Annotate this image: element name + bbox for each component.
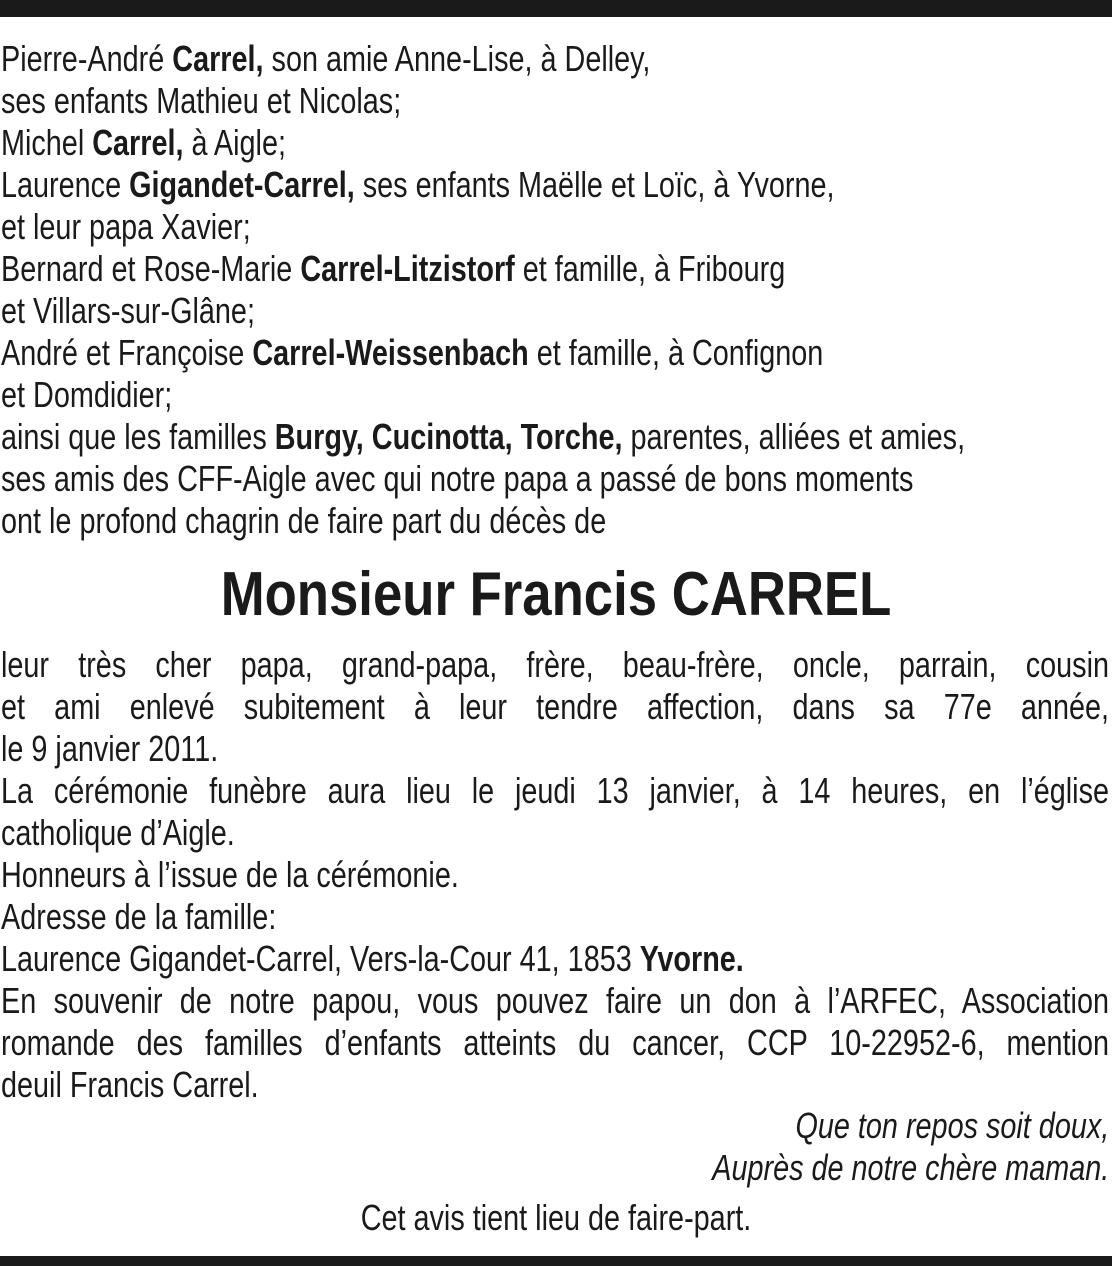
top-rule [0,0,1112,17]
text: ses enfants Maëlle et Loïc, à Yvorne, [354,164,835,205]
details-line: Honneurs à l’issue de la cérémonie. [1,854,459,895]
verse-line: Que ton repos soit doux, [795,1105,1109,1146]
text: Pierre-André [1,38,173,79]
family-name: Carrel, [92,122,184,163]
text: ainsi que les familles [1,416,275,457]
intro-line [1,416,1109,458]
memorial-verse [712,1105,1109,1189]
intro-line: et Villars-sur-Glâne; [1,290,255,331]
family-name: Gigandet-Carrel, [129,164,355,205]
text: et famille, à Fribourg [514,248,786,289]
bottom-rule [0,1256,1112,1266]
text: André et Françoise [1,332,253,373]
details-line [1,938,1109,980]
intro-line: et Domdidier; [1,374,173,415]
family-name: Carrel, [172,38,264,79]
announcement-intro [1,38,1109,542]
details-line: leur très cher papa, grand-papa, frère, beau-frère, oncle, parrain, cousin [1,644,1109,685]
family-address: Laurence Gigandet-Carrel, Vers-la-Cour 41, 1853 [1,938,640,979]
details-line: romande des familles d’enfants atteints du cancer, CCP 10-22952-6, mention [1,1022,1109,1063]
announcement-details [1,644,1109,1106]
details-line: deuil Francis Carrel. [1,1064,259,1105]
family-name: Burgy, Cucinotta, Torche, [274,416,623,457]
address-town: Yvorne. [639,938,744,979]
footer-notice: Cet avis tient lieu de faire-part. [360,1197,752,1238]
details-line: La cérémonie funèbre aura lieu le jeudi 13 janvier, à 14 heures, en l’église [1,770,1109,811]
intro-line [1,164,1109,206]
intro-line: ses amis des CFF-Aigle avec qui notre papa a passé de bons moments [1,458,914,499]
intro-line [1,122,1109,164]
deceased-name-heading: Monsieur Francis CARREL [220,560,892,629]
intro-line [1,38,1109,80]
text: parentes, alliées et amies, [622,416,966,457]
intro-line: ont le profond chagrin de faire part du décès de [1,500,607,541]
text: Michel [1,122,93,163]
intro-line: et leur papa Xavier; [1,206,251,247]
verse-line: Auprès de notre chère maman. [711,1147,1109,1188]
intro-line [1,332,1109,374]
details-line: Adresse de la famille: [1,896,277,937]
family-name: Carrel-Litzistorf [300,248,515,289]
text: à Aigle; [183,122,286,163]
text: et famille, à Confignon [528,332,824,373]
text: Bernard et Rose-Marie [1,248,301,289]
details-line: catholique d’Aigle. [1,812,235,853]
details-line: En souvenir de notre papou, vous pouvez faire un don à l’ARFEC, Association [1,980,1109,1021]
family-name: Carrel-Weissenbach [252,332,529,373]
intro-line [1,248,1109,290]
intro-line: ses enfants Mathieu et Nicolas; [1,80,402,121]
details-line: et ami enlevé subitement à leur tendre affection, dans sa 77e année, [1,686,1109,727]
text: son amie Anne-Lise, à Delley, [263,38,651,79]
text: Laurence [1,164,130,205]
details-line: le 9 janvier 2011. [1,728,219,769]
